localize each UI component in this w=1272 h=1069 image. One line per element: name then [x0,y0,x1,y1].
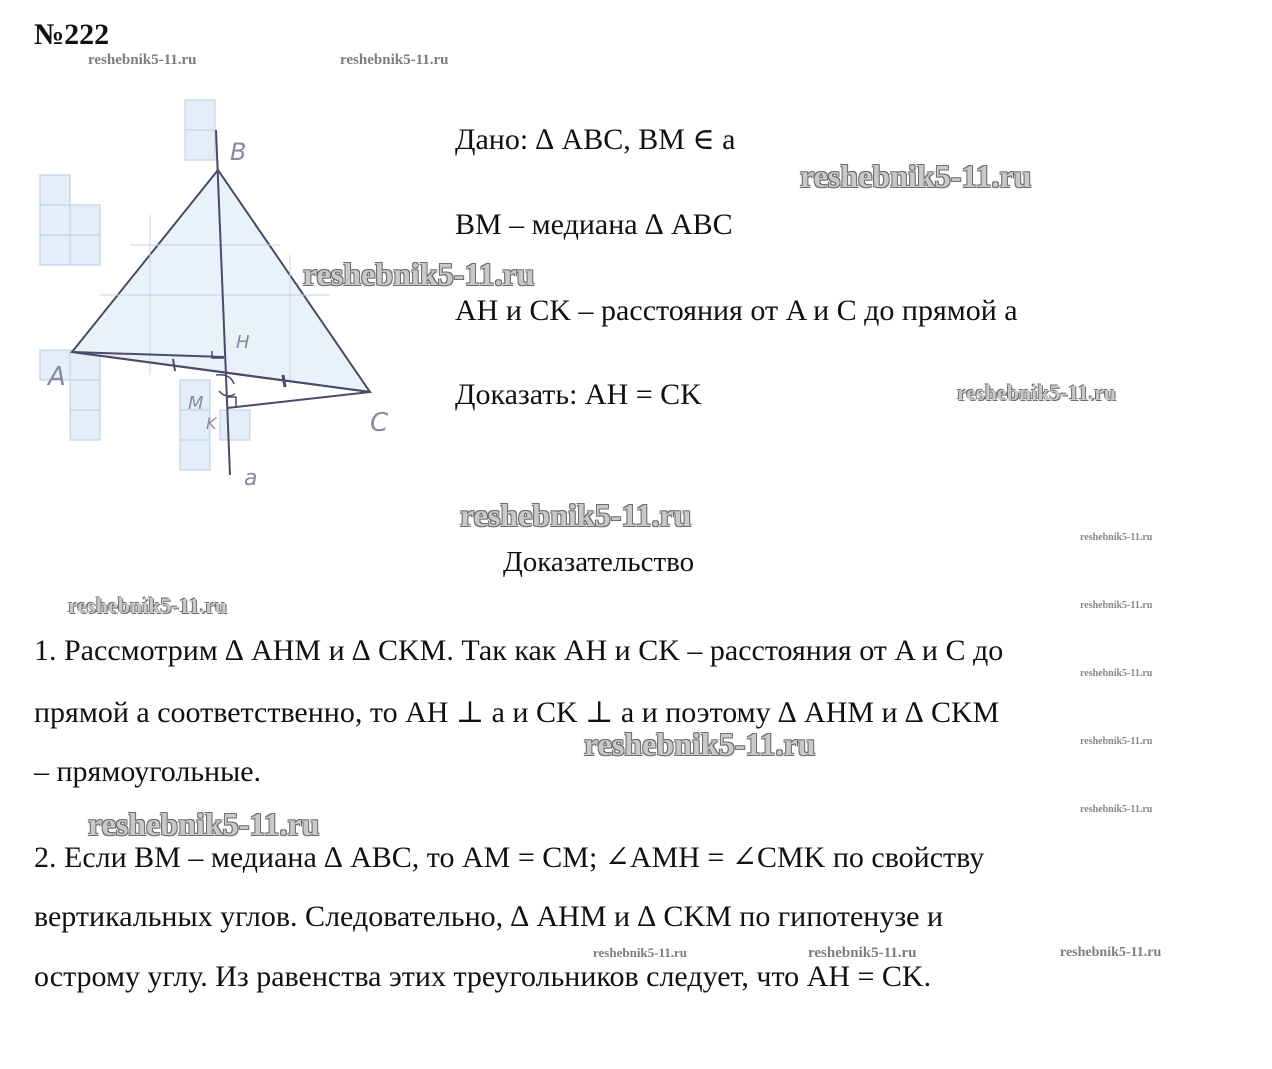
watermark: reshebnik5-11.ru [584,726,816,762]
watermark: reshebnik5-11.ru [1080,804,1153,815]
paragraph-2-line-1: 2. Если BM – медиана ∆ ABC, то AM = CM; ∠AMH = ∠CMK по свойству [34,841,985,874]
segment-ck [227,392,370,408]
watermark: reshebnik5-11.ru [1080,532,1153,543]
paragraph-2-line-2: вертикальных углов. Следовательно, ∆ AHM и ∆ CKM по гипотенузе и [34,900,944,933]
paragraph-1-line-1: 1. Рассмотрим ∆ AHM и ∆ CKM. Так как AH и CK – расстояния от A и C до [34,634,1004,667]
watermark: reshebnik5-11.ru [1060,945,1162,960]
watermark: reshebnik5-11.ru [800,158,1032,194]
watermark: reshebnik5-11.ru [340,52,449,68]
watermark: reshebnik5-11.ru [1080,668,1153,679]
given-line-2: BM – медиана ∆ ABC [455,208,733,241]
given-line-1: Дано: ∆ ABC, BM ∈ a [455,123,736,156]
paragraph-1-line-3: – прямоугольные. [34,755,262,788]
label-c: C [370,408,389,438]
label-line-a: a [244,466,258,491]
label-k: K [206,414,217,433]
problem-number: №222 [34,18,110,51]
watermark: reshebnik5-11.ru [88,806,320,842]
geometry-figure [30,95,430,495]
watermark: reshebnik5-11.ru [1080,736,1153,747]
watermark: reshebnik5-11.ru [88,52,197,68]
watermark: reshebnik5-11.ru [1080,600,1153,611]
proof-title: Доказательство [503,546,695,578]
prove-line: Доказать: AH = CK [455,378,702,411]
watermark: reshebnik5-11.ru [957,380,1117,405]
given-line-3: AH и CK – расстояния от A и C до прямой a [455,294,1018,327]
label-a-vertex: A [48,362,66,392]
paragraph-2-line-3: острому углу. Из равенства этих треугольников следует, что AH = CK. [34,960,932,993]
watermark: reshebnik5-11.ru [303,256,535,292]
watermark: reshebnik5-11.ru [68,593,228,618]
label-h: H [236,332,250,353]
watermark: reshebnik5-11.ru [808,945,917,961]
label-m: M [188,393,204,414]
watermark: reshebnik5-11.ru [460,497,692,533]
label-b: B [230,138,247,166]
paragraph-1-line-2: прямой a соответственно, то AH ⊥ a и CK ⊥ a и поэтому ∆ AHM и ∆ CKM [34,696,1000,729]
watermark: reshebnik5-11.ru [593,945,688,960]
